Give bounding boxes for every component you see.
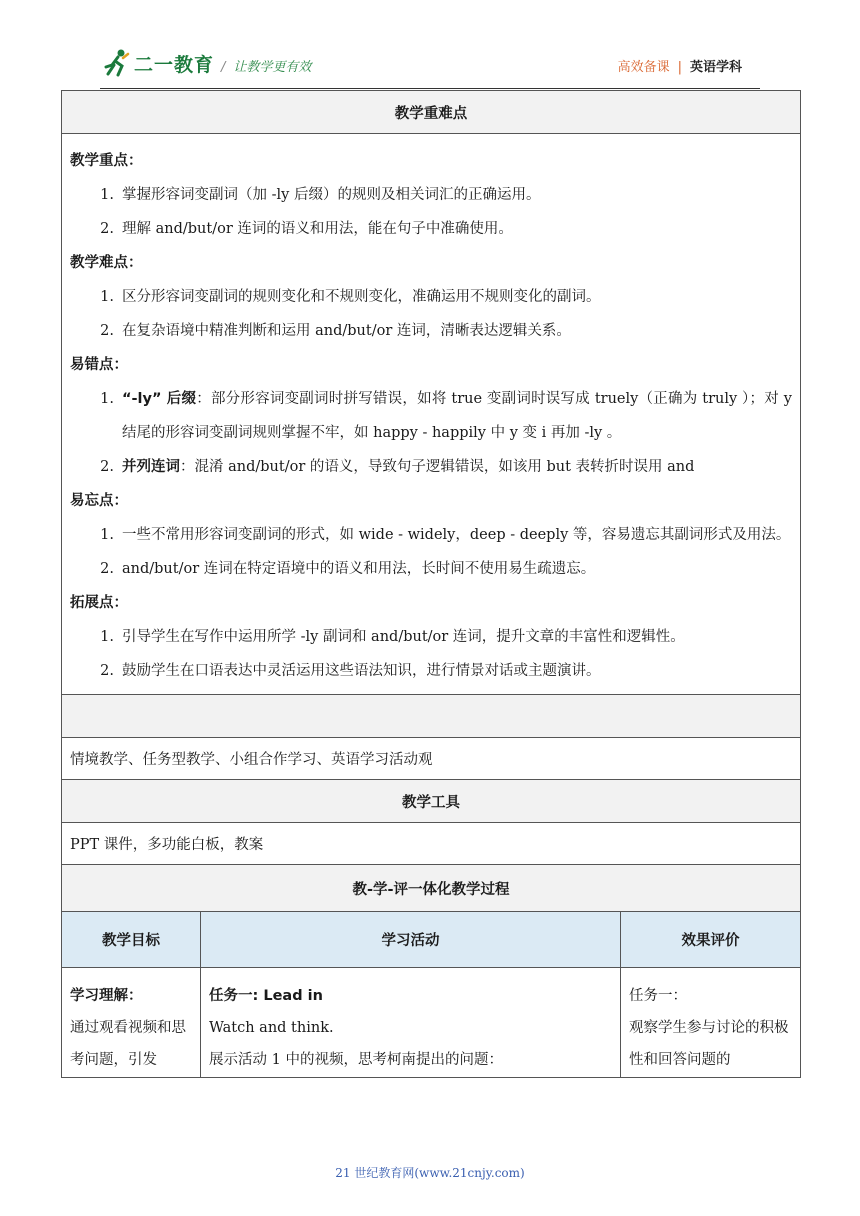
list-item: 1. 区分形容词变副词的规则变化和不规则变化，准确运用不规则变化的副词。	[100, 289, 601, 305]
goal-label: 学习理解：	[70, 988, 143, 1004]
list-item: 2. 鼓励学生在口语表达中灵活运用这些语法知识，进行情景对话或主题演讲。	[100, 663, 601, 679]
eval-label: 任务一：	[629, 988, 687, 1004]
list-item: 1. 一些不常用形容词变副词的形式，如 wide - widely，deep - deeply 等，容易遗忘其副词形式及用法。	[100, 527, 791, 543]
key-difficult-title: 教学重难点	[62, 91, 801, 134]
col-activity-header: 学习活动	[201, 912, 621, 968]
col-goal-header: 教学目标	[62, 912, 201, 968]
tools-text: PPT 课件，多功能白板，教案	[62, 823, 801, 865]
difficult-label: 教学难点：	[70, 255, 143, 271]
list-item: 2. 并列连词：混淆 and/but/or 的语义，导致句子逻辑错误，如该用 but 表转折时误用 and	[100, 459, 695, 475]
logo-text: 二一教育	[134, 53, 215, 76]
logo	[104, 48, 214, 78]
key-difficult-content	[62, 134, 801, 695]
tools-title: 教学工具	[62, 780, 801, 823]
list-item: 1. 掌握形容词变副词（加 -ly 后缀）的规则及相关词汇的正确运用。	[100, 187, 541, 203]
slogan-separator: /	[221, 60, 226, 75]
goal-text: 通过观看视频和思考问题，引发	[70, 1020, 186, 1068]
forget-label: 易忘点：	[70, 493, 128, 509]
list-item: 2. 在复杂语境中精准判断和运用 and/but/or 连词，清晰表达逻辑关系。	[100, 323, 571, 339]
slogan-text: 让教学更有效	[233, 60, 312, 75]
col-eval-header: 效果评价	[621, 912, 801, 968]
eval-cell	[621, 968, 801, 1078]
error-label: 易错点：	[70, 357, 128, 373]
extend-label: 拓展点：	[70, 595, 128, 611]
eval-text: 观察学生参与讨论的积极性和回答问题的	[629, 1020, 789, 1068]
goal-cell	[62, 968, 201, 1078]
process-title: 教-学-评一体化教学过程	[62, 865, 801, 912]
key-label: 教学重点：	[70, 153, 143, 169]
runner-logo-icon	[104, 48, 130, 78]
task-line-2: 展示活动 1 中的视频，思考柯南提出的问题：	[209, 1052, 503, 1068]
header-tag-prep: 高效备课	[617, 60, 670, 75]
header-subject	[618, 56, 742, 75]
list-item: 1. 引导学生在写作中运用所学 -ly 副词和 and/but/or 连词，提升文章的丰富性和逻辑性。	[100, 629, 685, 645]
lesson-table	[61, 90, 801, 1078]
task-title: 任务一: Lead in	[209, 988, 323, 1004]
header-separator: |	[677, 60, 682, 75]
list-item: 2. and/but/or 连词在特定语境中的语义和用法，长时间不使用易生疏遗忘。	[100, 561, 596, 577]
header-tag-subject: 英语学科	[689, 60, 742, 75]
header-divider	[100, 88, 760, 89]
list-item: 1. “-ly” 后缀：部分形容词变副词时拼写错误，如将 true 变副词时误写成 truely（正确为 truly ）；对 y 结尾的形容词变副词规则掌握不牢，如 happy - happily 中 y 变 i 再加 -ly 。	[100, 391, 792, 441]
page-header	[0, 0, 860, 90]
activity-cell	[201, 968, 621, 1078]
slogan	[221, 56, 311, 75]
list-item: 2. 理解 and/but/or 连词的语义和用法，能在句子中准确使用。	[100, 221, 513, 237]
methods-text: 情境教学、任务型教学、小组合作学习、英语学习活动观	[62, 738, 801, 780]
page-footer: 21 世纪教育网(www.21cnjy.com)	[335, 1166, 525, 1180]
methods-title	[62, 695, 801, 738]
task-line-1: Watch and think.	[209, 1020, 334, 1036]
